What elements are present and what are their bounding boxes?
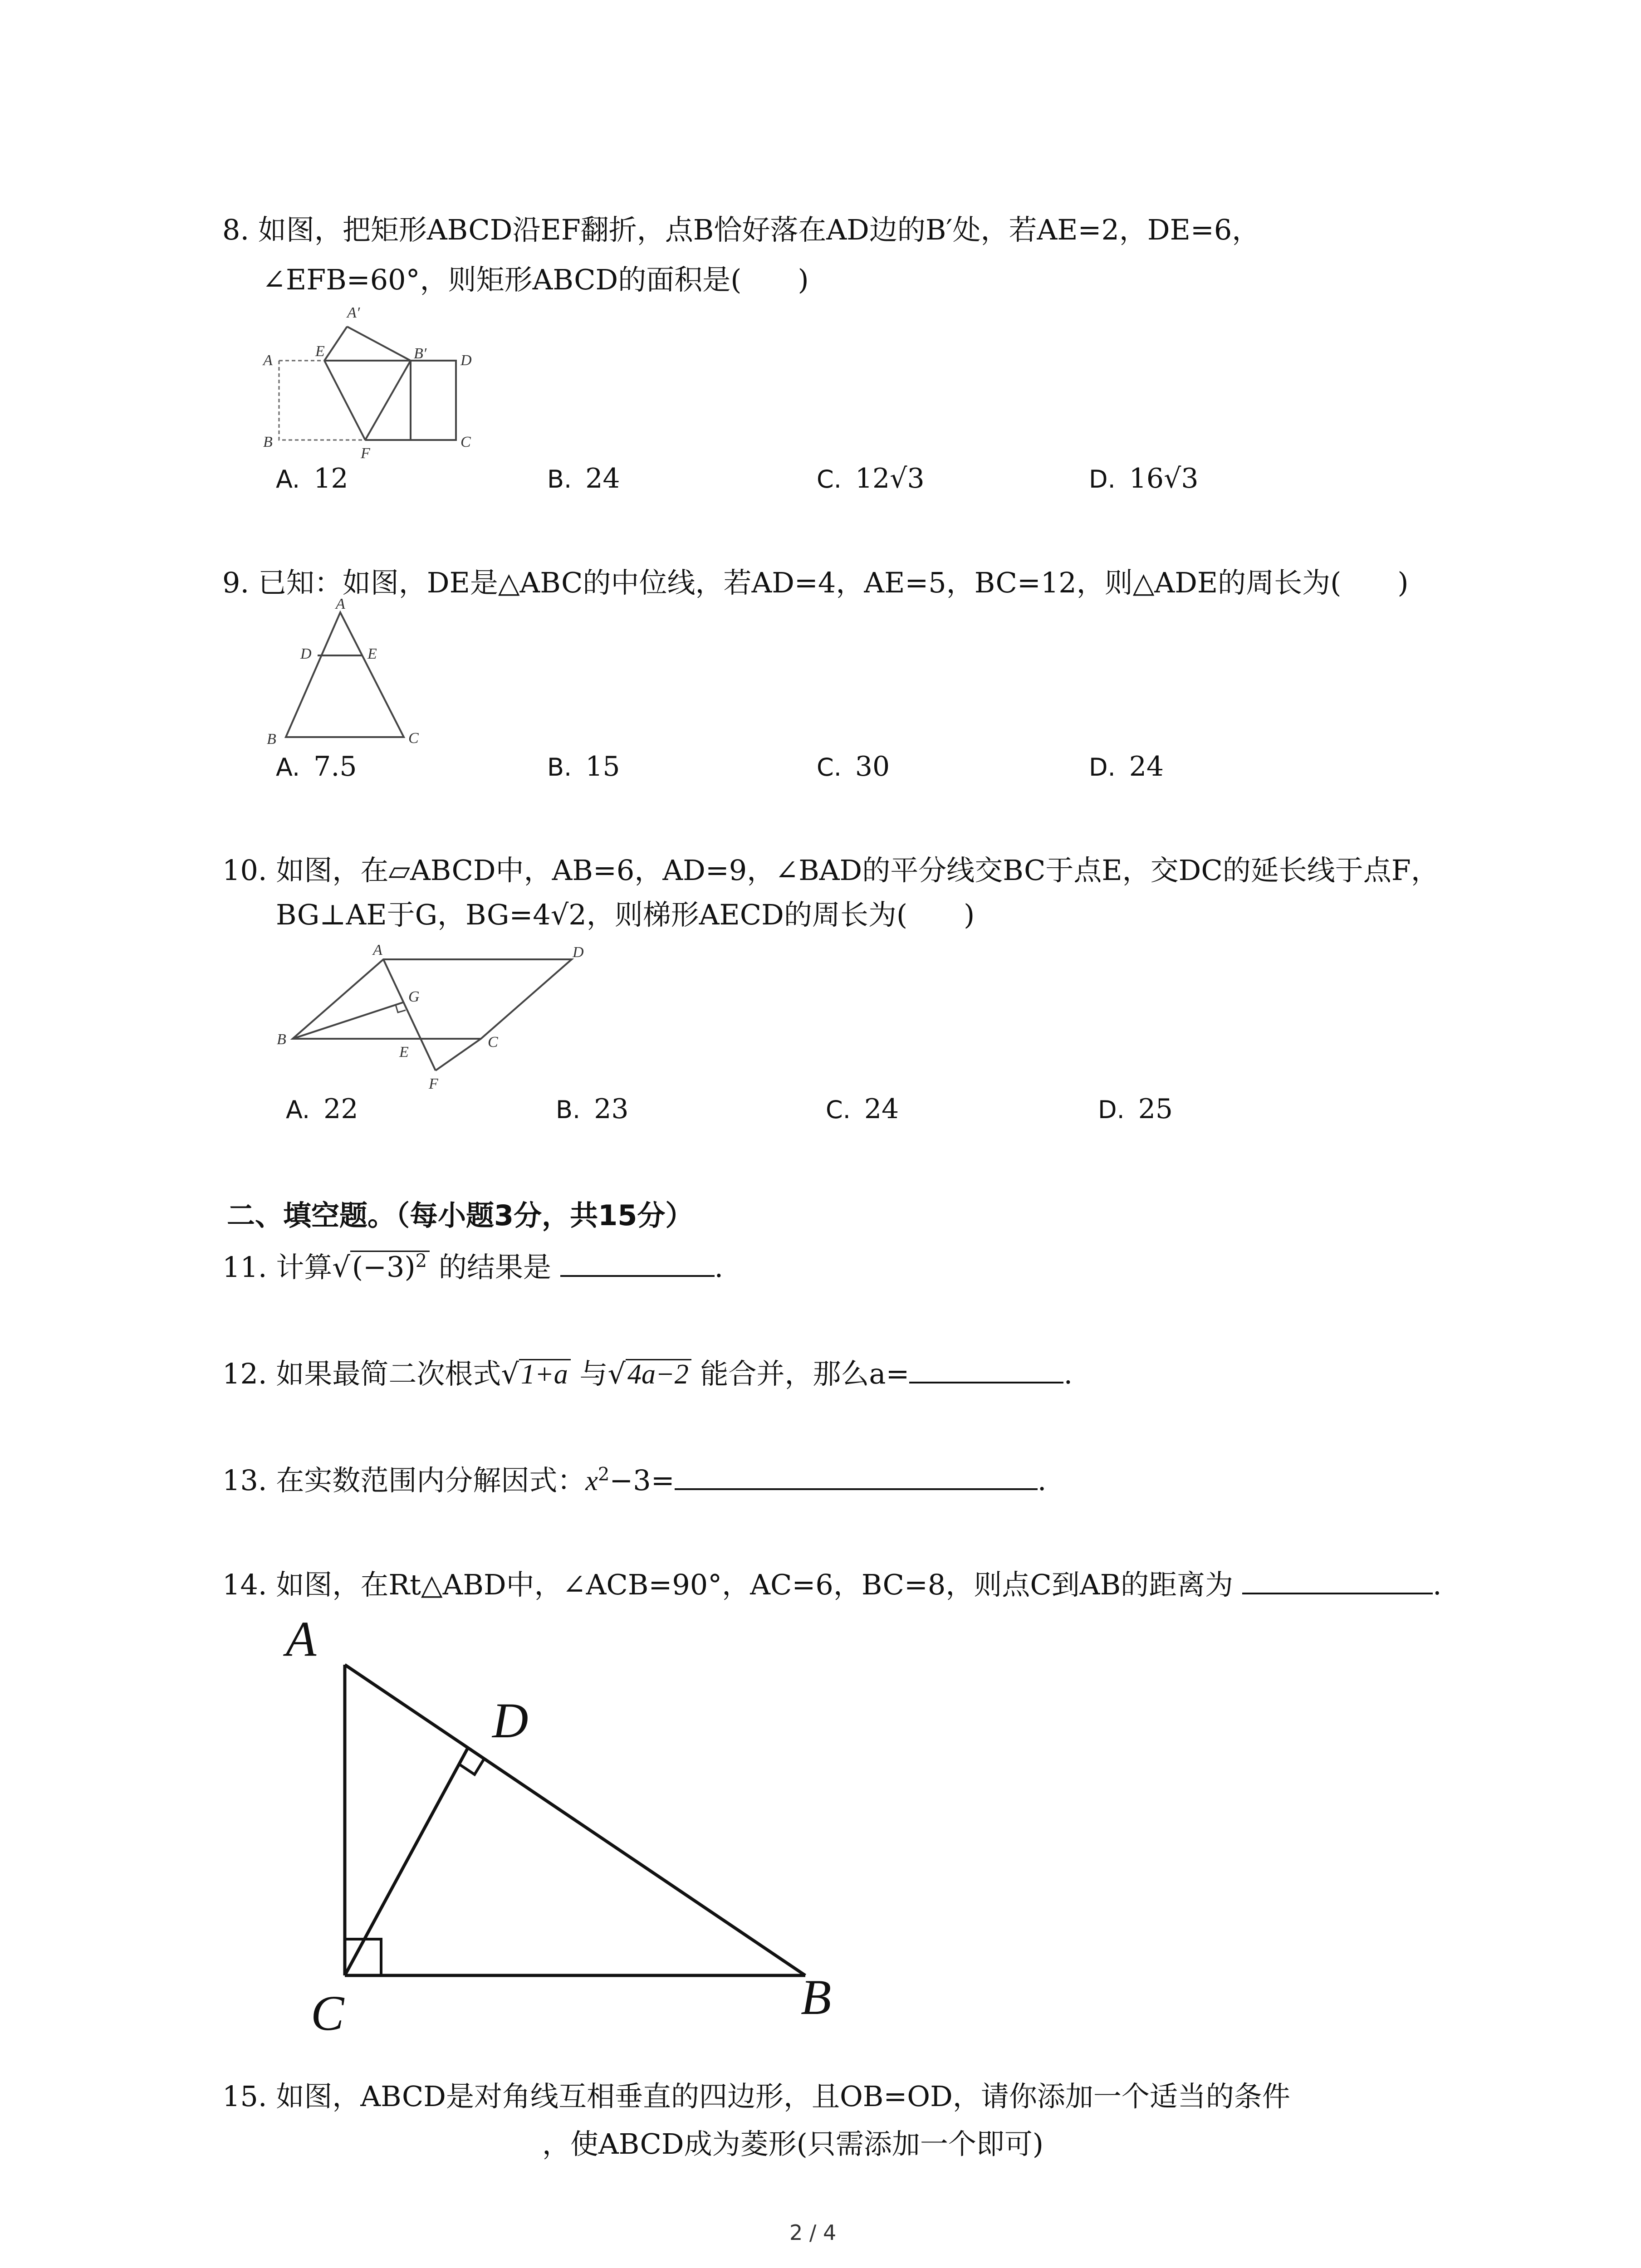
q10-option-d[interactable]: D. 25 xyxy=(1098,1093,1173,1125)
q10-figure xyxy=(268,934,612,1107)
q9-label-b: B xyxy=(267,731,276,748)
q11-radical: $(-3)^2$ xyxy=(350,1251,430,1281)
q8-figure xyxy=(254,295,508,463)
q8-option-a[interactable]: A. 12 xyxy=(276,463,348,494)
q9-label-c: C xyxy=(408,730,419,747)
q10-label-d: D xyxy=(573,944,584,961)
q8-line2: ∠EFB=60°，则矩形ABCD的面积是( ) xyxy=(262,263,809,296)
q10-number: 10. xyxy=(222,854,267,887)
page-number: 2 / 4 xyxy=(789,2220,837,2245)
q10-option-a[interactable]: A. 22 xyxy=(286,1093,358,1125)
q9-label-a: A xyxy=(336,599,345,612)
q10-label-b: B xyxy=(277,1031,286,1048)
q8-option-d[interactable]: D. 16√3 xyxy=(1089,463,1199,494)
q8-line1 xyxy=(222,213,1260,247)
q14-label-d: D xyxy=(492,1693,529,1748)
q8-label-b: B xyxy=(263,434,273,450)
q14-line: 14. 如图，在Rt△ABD中，∠ACB=90°，AC=6，BC=8，则点C到AB的距离为 . xyxy=(222,1568,1442,1601)
q9-label-e: E xyxy=(367,645,377,662)
q8-label-a: A xyxy=(263,352,273,369)
q8-label-a-prime: A′ xyxy=(347,304,360,321)
q13-line: 13. 在实数范围内分解因式：$x^2-3=$ . xyxy=(222,1464,1047,1497)
q12-radical-1: 1+a xyxy=(519,1359,571,1388)
q9-option-d[interactable]: D. 24 xyxy=(1089,751,1164,782)
q8-number: 8. xyxy=(222,213,250,246)
q11-line: 11. 计算$√(-3)^2$ 的结果是 . xyxy=(222,1251,724,1284)
q8-label-c: C xyxy=(460,434,471,450)
q10-label-f: F xyxy=(429,1075,438,1092)
q14-label-c: C xyxy=(311,1985,344,2041)
q9-line1 xyxy=(222,566,1409,600)
q14-figure xyxy=(272,1606,907,2041)
q9-option-a[interactable]: A. 7.5 xyxy=(276,751,357,782)
q10-label-a: A xyxy=(373,942,382,958)
q8-label-f: F xyxy=(361,445,370,462)
q10-label-e: E xyxy=(399,1044,409,1061)
q10-option-c[interactable]: C. 24 xyxy=(826,1093,899,1125)
q8-label-e: E xyxy=(315,343,325,360)
q12-answer-blank[interactable] xyxy=(909,1356,1063,1383)
q8-label-b-prime: B′ xyxy=(414,345,427,362)
q8-label-d: D xyxy=(460,352,472,369)
q10-text: 如图，在▱ABCD中，AB=6，AD=9，∠BAD的平分线交BC于点E，交DC的延长线于点F， xyxy=(276,854,1439,887)
q8-option-b[interactable]: B. 24 xyxy=(547,463,620,494)
q10-option-b[interactable]: B. 23 xyxy=(556,1093,629,1125)
q9-label-d: D xyxy=(300,645,312,662)
q9-option-c[interactable]: C. 30 xyxy=(817,751,890,782)
q15-line1: 15. 如图，ABCD是对角线互相垂直的四边形，且OB=OD，请你添加一个适当的条件 xyxy=(222,2080,1290,2113)
q14-answer-blank[interactable] xyxy=(1242,1567,1433,1594)
q10-label-g: G xyxy=(408,988,420,1005)
q9-figure xyxy=(259,599,440,748)
q15-line2: ，使ABCD成为菱形(只需添加一个即可) xyxy=(542,2127,1044,2160)
q10-label-c: C xyxy=(488,1034,498,1051)
q13-answer-blank[interactable] xyxy=(675,1463,1038,1490)
q8-text: 如图，把矩形ABCD沿EF翻折，点B恰好落在AD边的B′处，若AE=2，DE=6， xyxy=(258,213,1260,246)
q9-number: 9. xyxy=(222,566,250,599)
section-heading: 二、填空题。（每小题3分，共15分） xyxy=(227,1199,694,1232)
q12-line: 12. 如果最简二次根式√1+a 与√4a−2 能合并，那么a= . xyxy=(222,1357,1073,1390)
q14-label-a: A xyxy=(286,1611,317,1667)
q10-line1 xyxy=(222,854,1439,887)
q11-answer-blank[interactable] xyxy=(560,1250,715,1277)
q12-radical-2: 4a−2 xyxy=(626,1359,691,1388)
q14-label-b: B xyxy=(801,1970,832,2025)
q9-option-b[interactable]: B. 15 xyxy=(547,751,620,782)
q10-line2: BG⊥AE于G，BG=4√2，则梯形AECD的周长为( ) xyxy=(276,898,975,931)
q8-option-c[interactable]: C. 12√3 xyxy=(817,463,925,494)
q9-text: 已知：如图，DE是△ABC的中位线，若AD=4，AE=5，BC=12，则△ADE的周长为( ) xyxy=(258,566,1409,599)
